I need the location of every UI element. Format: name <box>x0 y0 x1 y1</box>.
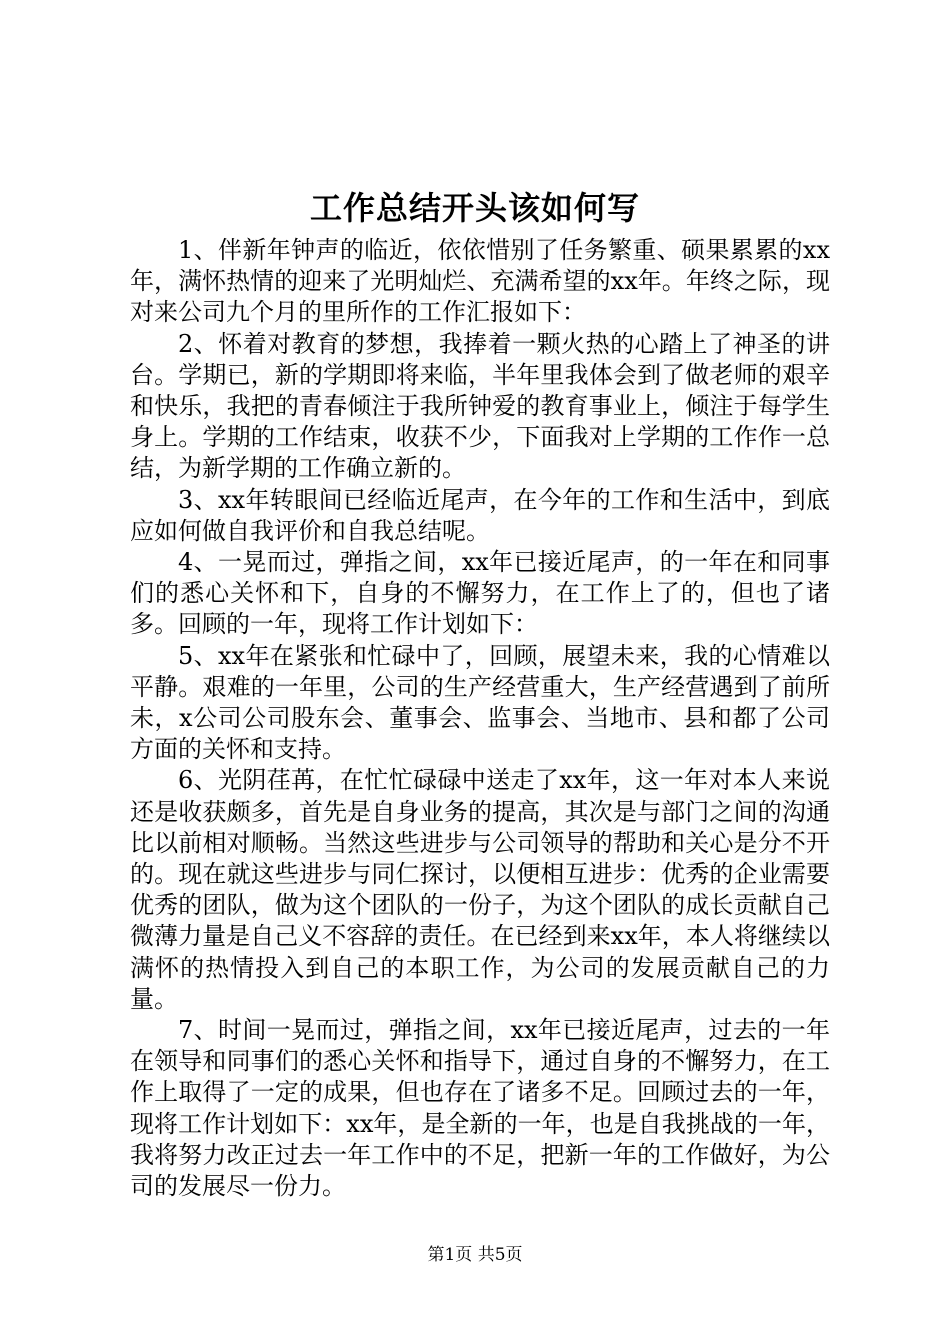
paragraph-3: 3、xx年转眼间已经临近尾声，在今年的工作和生活中，到底应如何做自我评价和自我总结呢。 <box>130 485 830 545</box>
paragraph-4: 4、一晃而过，弹指之间，xx年已接近尾声，的一年在和同事们的悉心关怀和下，自身的不懈努力，在工作上了的，但也了诸多。回顾的一年，现将工作计划如下： <box>130 548 830 639</box>
page-number-footer: 第1页 共5页 <box>427 1245 523 1265</box>
paragraph-5: 5、xx年在紧张和忙碌中了，回顾，展望未来，我的心情难以平静。艰难的一年里，公司的生产经营重大，生产经营遇到了前所未，x公司公司股东会、董事会、监事会、当地市、县和都了公司方面的关怀和支持。 <box>130 641 830 764</box>
paragraph-2: 2、怀着对教育的梦想，我捧着一颗火热的心踏上了神圣的讲台。学期已，新的学期即将来临，半年里我体会到了做老师的艰辛和快乐，我把的青春倾注于我所钟爱的教育事业上，倾注于每学生身上。学期的工作结束，收获不少，下面我对上学期的工作作一总结，为新学期的工作确立新的。 <box>130 329 830 483</box>
paragraph-6: 6、光阴荏苒，在忙忙碌碌中送走了xx年，这一年对本人来说还是收获颇多，首先是自身业务的提高，其次是与部门之间的沟通比以前相对顺畅。当然这些进步与公司领导的帮助和关心是分不开的。现在就这些进步与同仁探讨，以便相互进步：优秀的企业需要优秀的团队，做为这个团队的一份子，为这个团队的成长贡献自己微薄力量是自己义不容辞的责任。在已经到来xx年，本人将继续以满怀的热情投入到自己的本职工作，为公司的发展贡献自己的力量。 <box>130 766 830 1013</box>
paragraph-1: 1、伴新年钟声的临近，依依惜别了任务繁重、硕果累累的xx年，满怀热情的迎来了光明灿烂、充满希望的xx年。年终之际，现对来公司九个月的里所作的工作汇报如下： <box>130 236 830 327</box>
document-title: 工作总结开头该如何写 <box>309 189 640 227</box>
document-body <box>130 235 830 1202</box>
paragraph-7: 7、时间一晃而过，弹指之间，xx年已接近尾声，过去的一年在领导和同事们的悉心关怀和指导下，通过自身的不懈努力，在工作上取得了一定的成果，但也存在了诸多不足。回顾过去的一年，现将工作计划如下：xx年，是全新的一年，也是自我挑战的一年，我将努力改正过去一年工作中的不足，把新一年的工作做好，为公司的发展尽一份力。 <box>130 1016 830 1201</box>
